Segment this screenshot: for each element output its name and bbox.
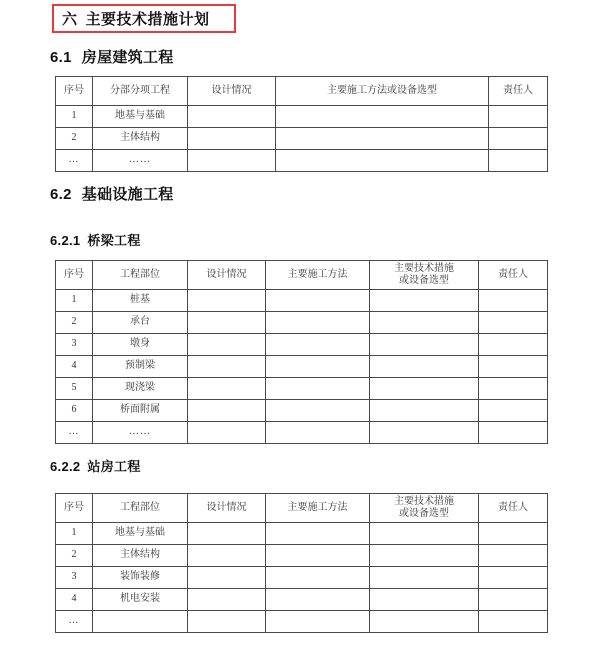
- table-cell-design[interactable]: [188, 523, 266, 545]
- table-cell-owner[interactable]: [479, 400, 548, 422]
- table-cell-method[interactable]: [266, 545, 370, 567]
- section-heading-6-2-2: [50, 456, 141, 475]
- table-cell-owner[interactable]: [489, 106, 548, 128]
- table-cell-item: 现浇梁: [93, 378, 188, 400]
- table-cell-owner[interactable]: [489, 128, 548, 150]
- table-cell-item: 桥面附属: [93, 400, 188, 422]
- table-cell-design[interactable]: [188, 290, 266, 312]
- main-title-text: 主要技术措施计划: [85, 11, 210, 28]
- section-heading-6-2-text: 基础设施工程: [81, 186, 174, 203]
- table-cell-owner[interactable]: [479, 312, 548, 334]
- table-cell-owner[interactable]: [479, 356, 548, 378]
- table-cell-index: 4: [56, 589, 93, 611]
- table-cell-design[interactable]: [188, 334, 266, 356]
- section-heading-6-1-text: 房屋建筑工程: [81, 49, 174, 66]
- table-cell-item: 装饰装修: [93, 567, 188, 589]
- table-cell-method[interactable]: [266, 422, 370, 444]
- table-station-building-engineering: [55, 493, 548, 633]
- table-cell-method[interactable]: [266, 611, 370, 633]
- table-header-row: [56, 77, 548, 106]
- table-cell-owner[interactable]: [479, 378, 548, 400]
- table-cell-design[interactable]: [188, 422, 266, 444]
- table-cell-index: 1: [56, 523, 93, 545]
- table-cell-method[interactable]: [266, 523, 370, 545]
- table-header-row: [56, 261, 548, 290]
- table-cell-owner[interactable]: [479, 422, 548, 444]
- table-cell-item: 承台: [93, 312, 188, 334]
- table-cell-measures[interactable]: [370, 567, 479, 589]
- section-heading-6-2: [50, 183, 174, 204]
- table-cell-design[interactable]: [188, 312, 266, 334]
- table-cell-method[interactable]: [266, 312, 370, 334]
- table-cell-item: 地基与基础: [93, 106, 188, 128]
- table-cell-owner[interactable]: [479, 611, 548, 633]
- table-header-cell-measures-line2: 或设备选型: [399, 508, 449, 519]
- table-cell-owner[interactable]: [479, 290, 548, 312]
- table-row: [56, 567, 548, 589]
- table-cell-owner[interactable]: [479, 589, 548, 611]
- table-header-cell-measures: [370, 494, 479, 523]
- table-cell-method[interactable]: [266, 589, 370, 611]
- table-header-cell: 主要施工方法: [266, 261, 370, 290]
- table-cell-method[interactable]: [276, 128, 489, 150]
- table-cell-measures[interactable]: [370, 523, 479, 545]
- table-cell-index: 1: [56, 106, 93, 128]
- table-header-cell: 工程部位: [93, 261, 188, 290]
- table-row: [56, 400, 548, 422]
- table-cell-owner[interactable]: [489, 150, 548, 172]
- table-header-cell: 责任人: [489, 77, 548, 106]
- table-cell-owner[interactable]: [479, 334, 548, 356]
- table-cell-method[interactable]: [266, 356, 370, 378]
- table-row: [56, 589, 548, 611]
- table-cell-method[interactable]: [266, 567, 370, 589]
- table-cell-design[interactable]: [188, 106, 276, 128]
- table-cell-owner[interactable]: [479, 567, 548, 589]
- table-header-cell: 主要施工方法或设备选型: [276, 77, 489, 106]
- table-row: [56, 611, 548, 633]
- table-cell-design[interactable]: [188, 567, 266, 589]
- table-cell-design[interactable]: [188, 611, 266, 633]
- table-cell-item: 墩身: [93, 334, 188, 356]
- section-heading-6-2-2-text: 站房工程: [87, 459, 141, 474]
- table-cell-item: 主体结构: [93, 545, 188, 567]
- section-heading-6-2-2-number: 6.2.2: [50, 459, 81, 474]
- main-title-box: [52, 4, 236, 33]
- table-header-cell-measures-line1: 主要技术措施: [394, 262, 454, 274]
- table-cell-design[interactable]: [188, 378, 266, 400]
- table-cell-index: 3: [56, 334, 93, 356]
- table-cell-item: 预制梁: [93, 356, 188, 378]
- table-cell-index: 2: [56, 128, 93, 150]
- table-cell-measures[interactable]: [370, 378, 479, 400]
- table-cell-method[interactable]: [266, 400, 370, 422]
- table-cell-design[interactable]: [188, 589, 266, 611]
- section-heading-6-1: [50, 46, 174, 67]
- table-cell-design[interactable]: [188, 128, 276, 150]
- table-header-row: [56, 494, 548, 523]
- table-cell-measures[interactable]: [370, 545, 479, 567]
- table-cell-item: 桩基: [93, 290, 188, 312]
- main-title-number: 六: [62, 11, 78, 28]
- table-bridge-engineering: [55, 260, 548, 444]
- section-heading-6-2-1: [50, 230, 141, 249]
- table-cell-item: 地基与基础: [93, 523, 188, 545]
- table-header-cell-measures: [370, 261, 479, 290]
- table-row: [56, 334, 548, 356]
- table-row: [56, 422, 548, 444]
- table-row: [56, 356, 548, 378]
- table-cell-owner[interactable]: [479, 545, 548, 567]
- table-cell-measures[interactable]: [370, 334, 479, 356]
- table-cell-item: 机电安装: [93, 589, 188, 611]
- section-heading-6-1-number: 6.1: [50, 49, 72, 66]
- table-cell-item: ……: [93, 422, 188, 444]
- table-cell-index: …: [56, 150, 93, 172]
- table-header-cell: 序号: [56, 494, 93, 523]
- table-header-cell-measures-line1: 主要技术措施: [394, 495, 454, 507]
- table-row: [56, 290, 548, 312]
- table-cell-item: ……: [93, 150, 188, 172]
- table-header-cell: 序号: [56, 261, 93, 290]
- table-cell-design[interactable]: [188, 356, 266, 378]
- table-header-cell: 序号: [56, 77, 93, 106]
- table-cell-measures[interactable]: [370, 589, 479, 611]
- table-cell-measures[interactable]: [370, 400, 479, 422]
- table-row: [56, 523, 548, 545]
- table-cell-item: 主体结构: [93, 128, 188, 150]
- section-heading-6-2-number: 6.2: [50, 186, 72, 203]
- table-cell-index: …: [56, 611, 93, 633]
- table-header-cell: 主要施工方法: [266, 494, 370, 523]
- table-header-cell: 工程部位: [93, 494, 188, 523]
- table-cell-measures[interactable]: [370, 290, 479, 312]
- table-header-cell: 设计情况: [188, 77, 276, 106]
- table-cell-index: 2: [56, 545, 93, 567]
- table-header-cell: 设计情况: [188, 261, 266, 290]
- table-cell-method[interactable]: [276, 106, 489, 128]
- table-cell-index: 4: [56, 356, 93, 378]
- table-row: [56, 545, 548, 567]
- table-cell-measures[interactable]: [370, 422, 479, 444]
- table-header-cell: 责任人: [479, 494, 548, 523]
- table-cell-design[interactable]: [188, 545, 266, 567]
- table-cell-method[interactable]: [276, 150, 489, 172]
- table-header-cell: 责任人: [479, 261, 548, 290]
- table-cell-index: 2: [56, 312, 93, 334]
- table-cell-measures[interactable]: [370, 611, 479, 633]
- table-cell-method[interactable]: [266, 378, 370, 400]
- table-cell-measures[interactable]: [370, 356, 479, 378]
- table-cell-index: 3: [56, 567, 93, 589]
- table-cell-method[interactable]: [266, 290, 370, 312]
- table-row: [56, 378, 548, 400]
- table-row: [56, 106, 548, 128]
- table-cell-measures[interactable]: [370, 312, 479, 334]
- table-cell-method[interactable]: [266, 334, 370, 356]
- section-heading-6-2-1-number: 6.2.1: [50, 233, 81, 248]
- table-cell-index: 6: [56, 400, 93, 422]
- table-row: [56, 150, 548, 172]
- table-cell-design[interactable]: [188, 150, 276, 172]
- table-row: [56, 128, 548, 150]
- section-heading-6-2-1-text: 桥梁工程: [87, 233, 141, 248]
- table-header-cell: 分部分项工程: [93, 77, 188, 106]
- table-cell-index: …: [56, 422, 93, 444]
- table-row: [56, 312, 548, 334]
- table-header-cell-measures-line2: 或设备选型: [399, 275, 449, 286]
- table-cell-index: 1: [56, 290, 93, 312]
- table-cell-item: [93, 611, 188, 633]
- table-cell-index: 5: [56, 378, 93, 400]
- table-cell-design[interactable]: [188, 400, 266, 422]
- table-header-cell: 设计情况: [188, 494, 266, 523]
- table-cell-owner[interactable]: [479, 523, 548, 545]
- table-housing-construction: [55, 76, 548, 172]
